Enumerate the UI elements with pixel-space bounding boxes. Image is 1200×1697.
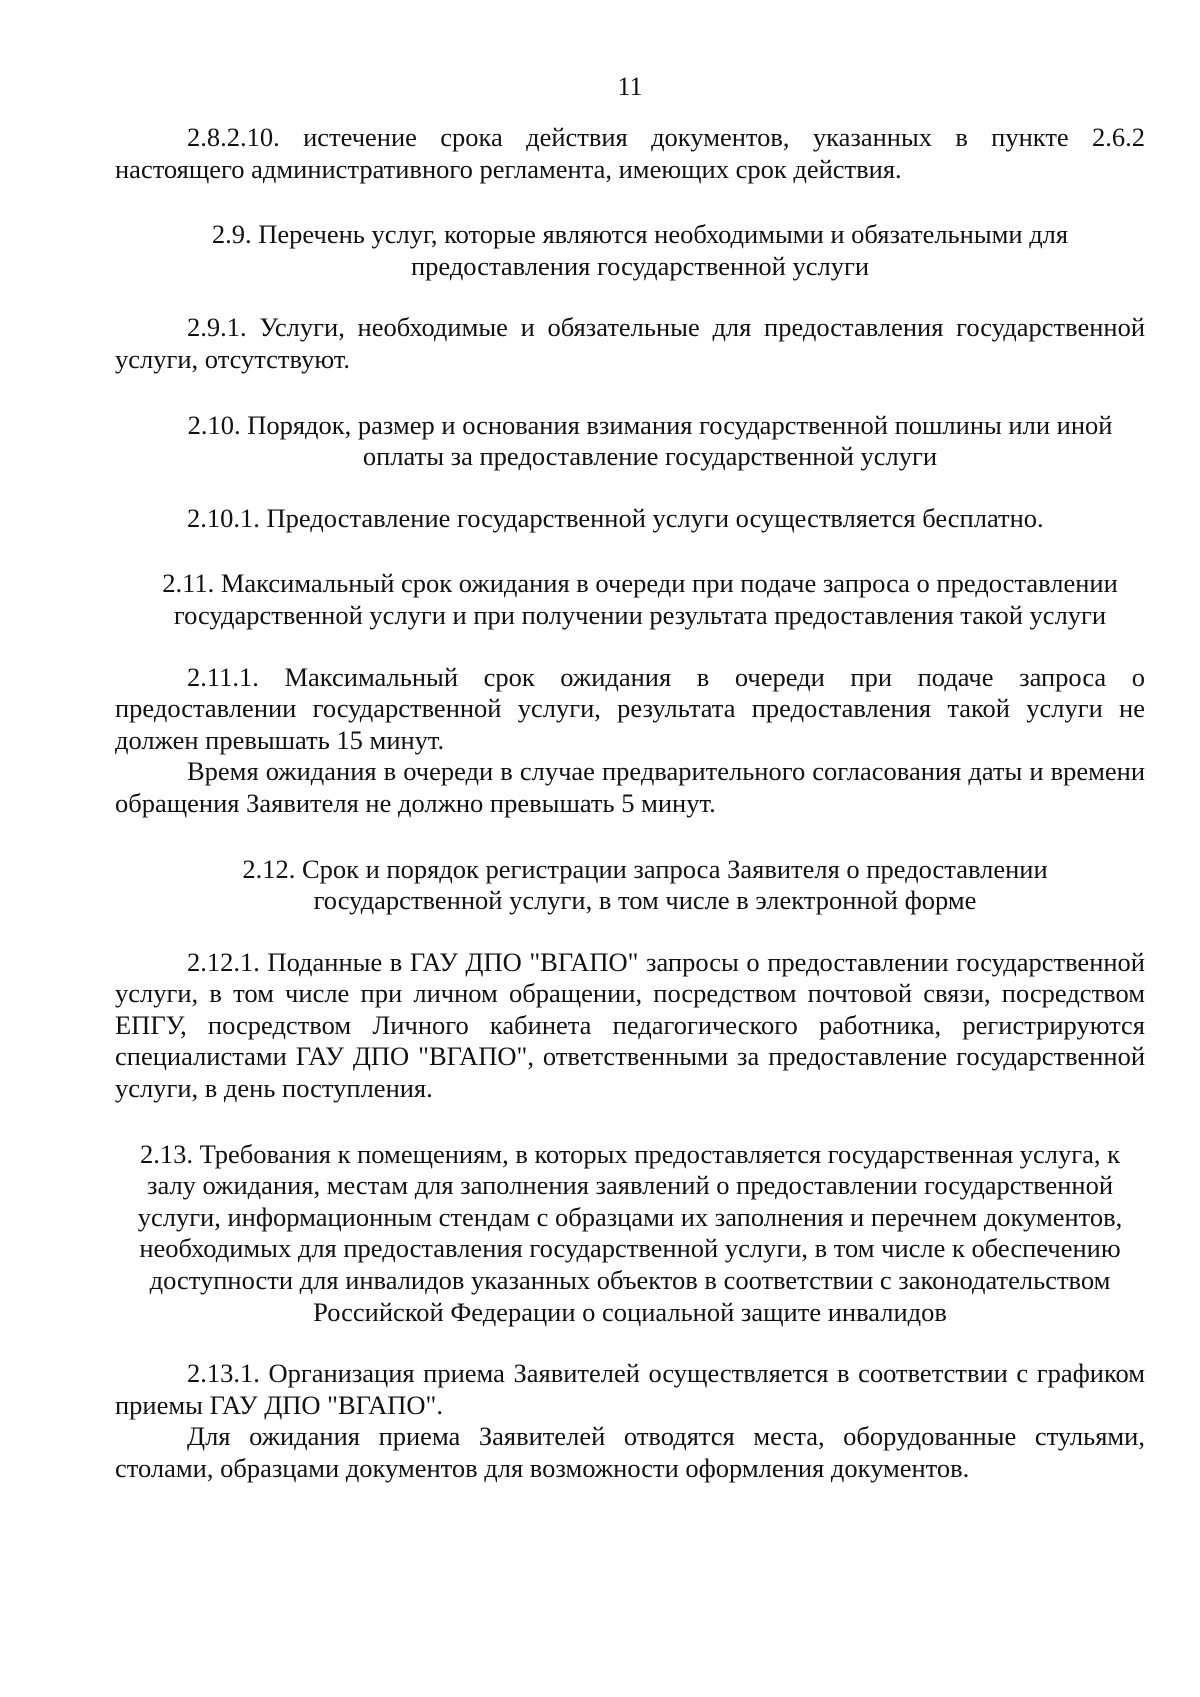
heading-2-13: 2.13. Требования к помещениям, в которых предоставляется государственная услуга, к залу ожидания, местам для заполнения заявлений о предоставлении государственной услуги, информационным стендам с образцами их заполнения и перечнем документов, необходимых для предоставления государственной услуги, в том числе к обеспечению доступности для инвалидов указанных объектов в соответствии с законодательством Российской Федерации о социальной защите инвалидов — [137, 1138, 1123, 1327]
paragraph-2-11-1: 2.11.1. Максимальный срок ожидания в очереди при подаче запроса о предоставлении государственной услуги, результата предоставления такой услуги не должен превышать 15 минут. — [115, 661, 1145, 755]
paragraph-2-12-1: 2.12.1. Поданные в ГАУ ДПО "ВГАПО" запросы о предоставлении государственной услуги, в том числе при личном обращении, посредством почтовой связи, посредством ЕПГУ, посредством Личного кабинета педагогического работника, регистрируются специалистами ГАУ ДПО "ВГАПО", ответственными за предоставление государственной услуги, в день поступления. — [115, 946, 1145, 1104]
paragraph-2-13-1: 2.13.1. Организация приема Заявителей осуществляется в соответствии с графиком приемы ГАУ ДПО "ВГАПО". — [115, 1358, 1145, 1420]
heading-2-11: 2.11. Максимальный срок ожидания в очереди при подаче запроса о предоставлении государственной услуги и при получении результата предоставления такой услуги — [162, 568, 1118, 630]
paragraph-2-9-1: 2.9.1. Услуги, необходимые и обязательные для предоставления государственной услуги, отсутствуют. — [115, 312, 1145, 374]
heading-2-10: 2.10. Порядок, размер и основания взимания государственной пошлины или иной оплаты за предоставление государственной услуги — [187, 409, 1113, 472]
heading-2-12: 2.12. Срок и порядок регистрации запроса Заявителя о предоставлении государственной услуги, в том числе в электронной форме — [242, 853, 1048, 916]
document-body — [115, 122, 1145, 1485]
page-number: 11 — [617, 72, 643, 101]
heading-2-9: 2.9. Перечень услуг, которые являются необходимыми и обязательными для предоставления государственной услуги — [211, 219, 1069, 281]
paragraph-2-13-1-waiting-places: Для ожидания приема Заявителей отводятся места, оборудованные стульями, столами, образцами документов для возможности оформления документов. — [115, 1421, 1145, 1483]
paragraph-2-11-1-waiting: Время ожидания в очереди в случае предварительного согласования даты и времени обращения Заявителя не должно превышать 5 минут. — [115, 756, 1145, 818]
paragraph-2-8-2-10: 2.8.2.10. истечение срока действия документов, указанных в пункте 2.6.2 настоящего административного регламента, имеющих срок действия. — [115, 122, 1145, 184]
paragraph-2-10-1: 2.10.1. Предоставление государственной услуги осуществляется бесплатно. — [187, 502, 1044, 533]
